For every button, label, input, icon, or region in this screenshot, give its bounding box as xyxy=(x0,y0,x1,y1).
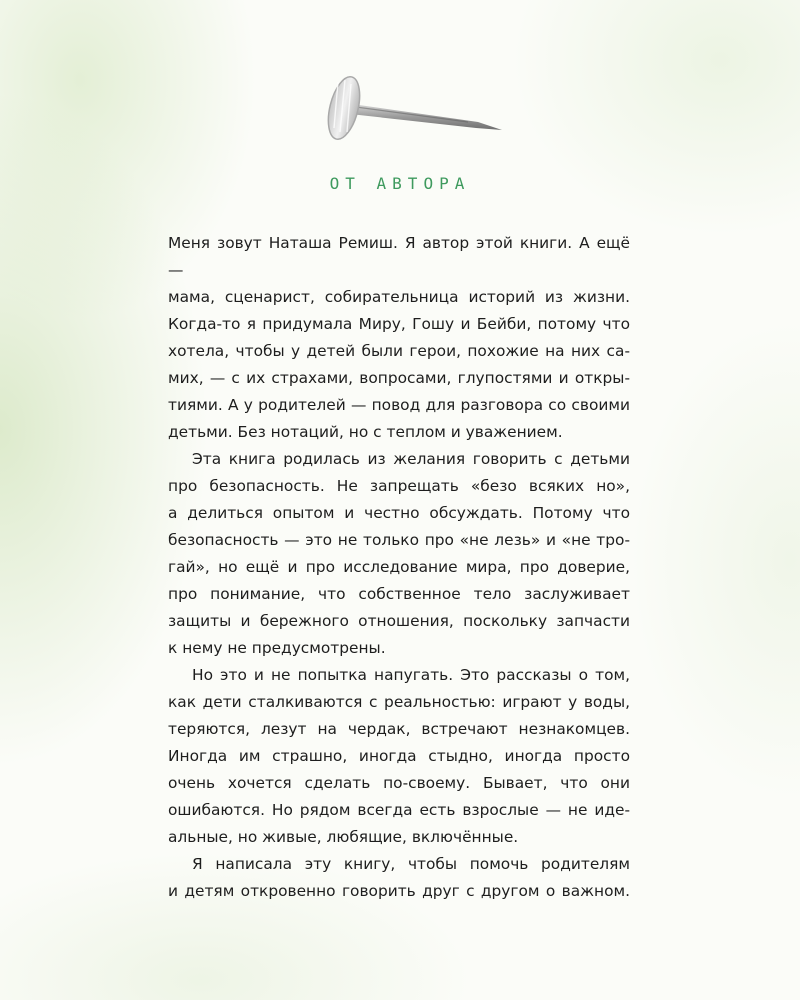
paragraph-line: тиями. А у родителей — повод для разговора со своими xyxy=(168,396,630,414)
paragraph-line: и детям откровенно говорить друг с другом о важном. xyxy=(168,882,630,900)
paragraph-line: теряются, лезут на чердак, встречают незнакомцев. xyxy=(168,720,630,738)
paragraph-line: а делиться опытом и честно обсуждать. Потому что xyxy=(168,504,630,522)
paragraph-line: Но это и не попытка напугать. Это рассказы о том, xyxy=(192,666,630,684)
section-heading: ОТ АВТОРА xyxy=(329,174,471,193)
paragraph-line: Иногда им страшно, иногда стыдно, иногда просто xyxy=(168,747,630,765)
paragraph-line: хотела, чтобы у детей были герои, похожие на них са- xyxy=(168,342,630,360)
paragraph-line: очень хочется сделать по-своему. Бывает, что они xyxy=(168,774,630,792)
paragraph-line: про безопасность. Не запрещать «безо всяких но», xyxy=(168,477,630,495)
nail-icon xyxy=(318,70,508,142)
paragraph-line: мама, сценарист, собирательница историй из жизни. xyxy=(168,288,630,306)
paragraph-line: Я написала эту книгу, чтобы помочь родителям xyxy=(192,855,630,873)
paragraph-line: гай», но ещё и про исследование мира, про доверие, xyxy=(168,558,630,576)
paragraph-line: безопасность — это не только про «не лезь» и «не тро- xyxy=(168,531,630,549)
paragraph-line: детьми. Без нотаций, но с теплом и уважением. xyxy=(168,423,563,441)
paragraph-line: мих, — с их страхами, вопросами, глупостями и откры- xyxy=(168,369,630,387)
paragraph-line: как дети сталкиваются с реальностью: играют у воды, xyxy=(168,693,630,711)
paragraph-line: ошибаются. Но рядом всегда есть взрослые — не иде- xyxy=(168,801,630,819)
paragraph-line: защиты и бережного отношения, поскольку запчасти xyxy=(168,612,630,630)
body-text xyxy=(168,230,630,905)
paragraph-line: альные, но живые, любящие, включённые. xyxy=(168,828,519,846)
paragraph-line: Когда-то я придумала Миру, Гошу и Бейби, потому что xyxy=(168,315,630,333)
paragraph-line: Меня зовут Наташа Ремиш. Я автор этой книги. А ещё — xyxy=(168,234,630,279)
paragraph-line: к нему не предусмотрены. xyxy=(168,639,386,657)
paragraph-line: про понимание, что собственное тело заслуживает xyxy=(168,585,630,603)
paragraph-line: Эта книга родилась из желания говорить с детьми xyxy=(192,450,630,468)
